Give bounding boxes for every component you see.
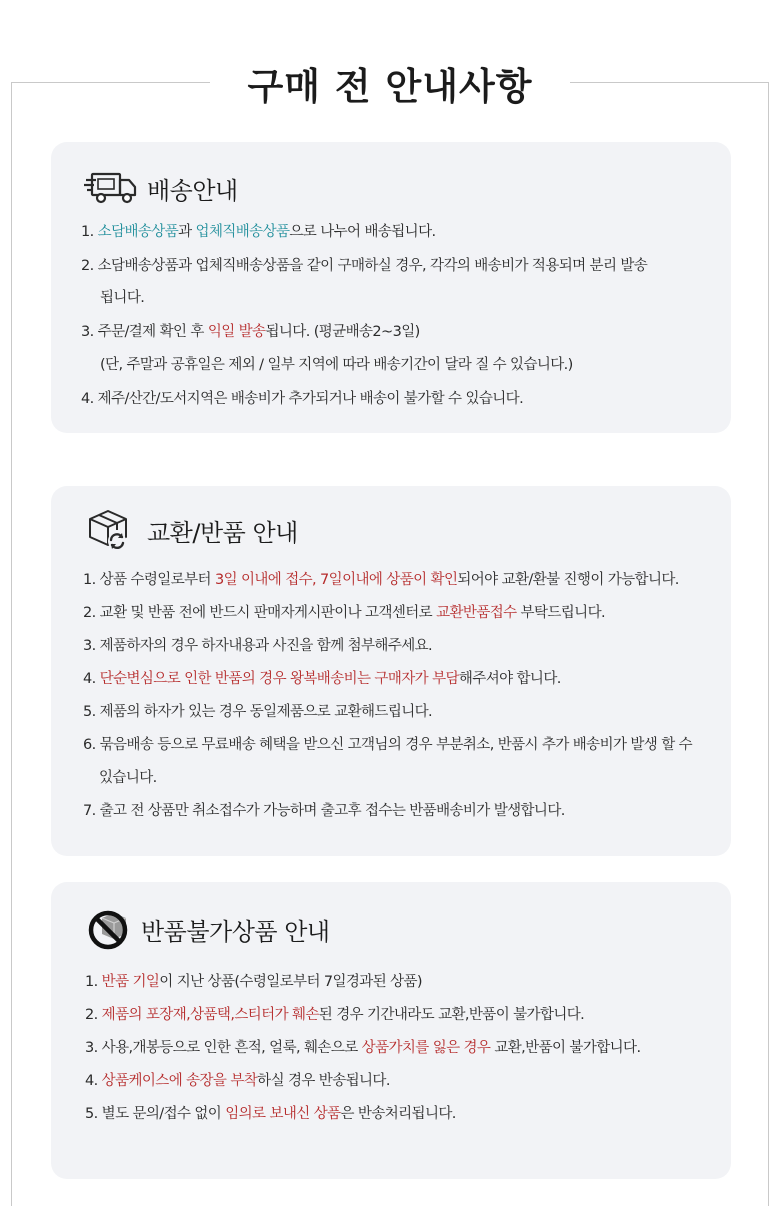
page-title-wrap — [0, 56, 780, 110]
list-item: 2. 소담배송상품과 업체직배송상품을 같이 구매하실 경우, 각각의 배송비가 적용되며 분리 발송 — [81, 258, 648, 274]
list-item: 4. 상품케이스에 송장을 부착하실 경우 반송됩니다. — [85, 1073, 390, 1089]
noreturn-card — [51, 882, 731, 1179]
list-item: 3. 사용,개봉등으로 인한 흔적, 얼룩, 훼손으로 상품가치를 잃은 경우 교환,반품이 불가합니다. — [85, 1040, 641, 1056]
prohibited-box-icon — [85, 906, 135, 952]
list-item: 1. 소담배송상품과 업체직배송상품으로 나누어 배송됩니다. — [81, 224, 436, 240]
list-item-continuation: 됩니다. — [100, 290, 145, 306]
noreturn-header — [85, 906, 330, 952]
shipping-heading: 배송안내 — [147, 176, 238, 205]
list-item: 5. 별도 문의/접수 없이 임의로 보내신 상품은 반송처리됩니다. — [85, 1106, 456, 1122]
list-item: 2. 교환 및 반품 전에 반드시 판매자게시판이나 고객센터로 교환반품접수 부탁드립니다. — [83, 605, 606, 621]
list-item: 1. 반품 기일이 지난 상품(수령일로부터 7일경과된 상품) — [85, 974, 422, 990]
list-item-continuation: (단, 주말과 공휴일은 제외 / 일부 지역에 따라 배송기간이 달라 질 수 있습니다.) — [100, 357, 573, 373]
list-item: 3. 주문/결제 확인 후 익일 발송됩니다. (평균배송2~3일) — [81, 324, 420, 340]
shipping-card — [51, 142, 731, 433]
list-item-continuation: 있습니다. — [99, 770, 157, 786]
list-item: 1. 상품 수령일로부터 3일 이내에 접수, 7일이내에 상품이 확인되어야 교환/환불 진행이 가능합니다. — [83, 572, 679, 588]
list-item: 4. 단순변심으로 인한 반품의 경우 왕복배송비는 구매자가 부담해주셔야 합니다. — [83, 671, 561, 687]
list-item: 6. 묶음배송 등으로 무료배송 혜택을 받으신 고객님의 경우 부분취소, 반품시 추가 배송비가 발생 할 수 — [83, 737, 693, 753]
shipping-header — [83, 168, 238, 208]
exchange-return-box-icon — [81, 510, 137, 550]
list-item: 7. 출고 전 상품만 취소접수가 가능하며 출고후 접수는 반품배송비가 발생합니다. — [83, 803, 565, 819]
noreturn-heading: 반품불가상품 안내 — [141, 917, 330, 946]
exchange-header — [81, 510, 298, 550]
list-item: 2. 제품의 포장재,상품택,스티터가 훼손된 경우 기간내라도 교환,반품이 불가합니다. — [85, 1007, 585, 1023]
list-item: 3. 제품하자의 경우 하자내용과 사진을 함께 첨부해주세요. — [83, 638, 433, 654]
exchange-heading: 교환/반품 안내 — [147, 518, 298, 547]
page-title: 구매 전 안내사항 — [210, 56, 571, 110]
exchange-card — [51, 486, 731, 856]
list-item: 4. 제주/산간/도서지역은 배송비가 추가되거나 배송이 불가할 수 있습니다. — [81, 391, 524, 407]
list-item: 5. 제품의 하자가 있는 경우 동일제품으로 교환해드립니다. — [83, 704, 433, 720]
delivery-truck-icon — [83, 168, 139, 208]
